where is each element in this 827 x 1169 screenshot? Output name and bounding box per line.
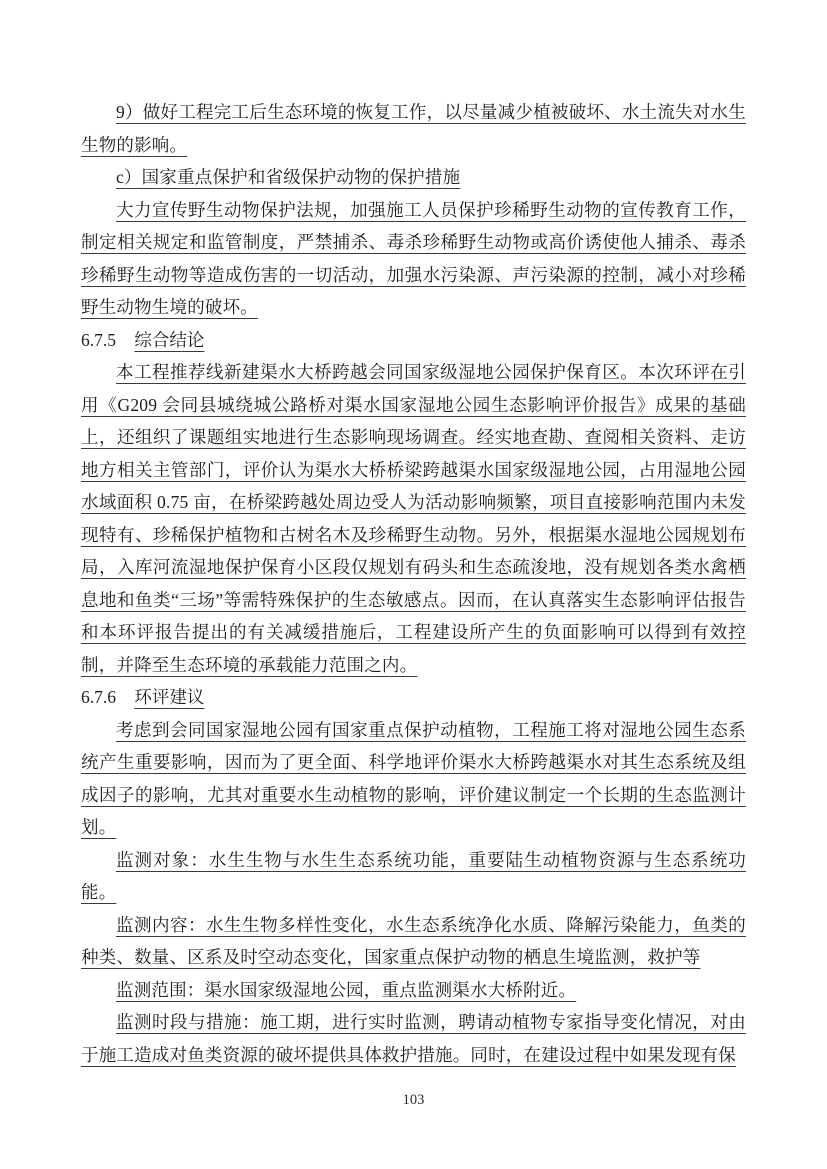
section-heading-6-7-5 [81,324,746,357]
paragraph-monitoring-period: 监测时段与措施：施工期，进行实时监测，聘请动植物专家指导变化情况，对由于施工造成对鱼类资源的破坏提供具体救护措施。同时，在建设过程中如果发现有保 [81,1012,746,1065]
paragraph-wildlife-protection: 大力宣传野生动物保护法规，加强施工人员保护珍稀野生动物的宣传教育工作，制定相关规定和监管制度，严禁捕杀、毒杀珍稀野生动物或高价诱使他人捕杀、毒杀珍稀野生动物等造成伤害的一切活动，加强水污染源、声污染源的控制，减小对珍稀野生动物生境的破坏。 [81,199,746,317]
paragraph-monitoring-scope: 监测范围：渠水国家级湿地公园，重点监测渠水大桥附近。 [116,979,577,1000]
section-number: 6.7.5 [81,329,116,350]
section-title: 综合结论 [134,329,205,350]
paragraph-item-c-title: c）国家重点保护和省级保护动物的保护措施 [116,167,461,187]
section-number: 6.7.6 [81,687,116,707]
document-content [81,96,746,1071]
paragraph-comprehensive-conclusion: 本工程推荐线新建渠水大桥跨越会同国家级湿地公园保护保育区。本次环评在引用《G209 会同县城绕城公路桥对渠水国家湿地公园生态影响评价报告》成果的基础上，还组织了课题组实地进行生态影响现场调查。经实地查勘、查阅相关资料、走访地方相关主管部门，评价认为渠水大桥桥梁跨越渠水国家级湿地公园，占用湿地公园水域面积 0.75 亩，在桥梁跨越处周边受人为活动影响频繁，项目直接影响范围内未发现特有、珍稀保护植物和古树名木及珍稀野生动物。另外，根据渠水湿地公园规划布局，入库河流湿地保护保育小区段仅规划有码头和生态疏浚地，没有规划各类水禽栖息地和鱼类“三场”等需特殊保护的生态敏感点。因而，在认真落实生态影响评估报告和本环评报告提出的有关减缓措施后，工程建设所产生的负面影响可以得到有效控制，并降至生态环境的承载能力范围之内。 [81,362,746,675]
page-number: 103 [402,1092,425,1108]
paragraph-restoration-measure: 9）做好工程完工后生态环境的恢复工作，以尽量减少植被破坏、水土流失对水生生物的影响。 [81,102,746,155]
paragraph-eia-recommendation: 考虑到会同国家湿地公园有国家重点保护动植物，工程施工将对湿地公园生态系统产生重要影响，因而为了更全面、科学地评价渠水大桥跨越渠水对其生态系统及组成因子的影响，尤其对重要水生动植物的影响，评价建议制定一个长期的生态监测计划。 [81,719,746,837]
section-heading-6-7-6 [81,681,746,714]
paragraph-monitoring-target: 监测对象：水生生物与水生生态系统功能，重要陆生动植物资源与生态系统功能。 [81,849,746,902]
paragraph-monitoring-content: 监测内容：水生生物多样性变化，水生态系统净化水质、降解污染能力，鱼类的种类、数量、区系及时空动态变化，国家重点保护动物的栖息生境监测，救护等 [81,914,746,967]
section-title: 环评建议 [134,687,205,707]
